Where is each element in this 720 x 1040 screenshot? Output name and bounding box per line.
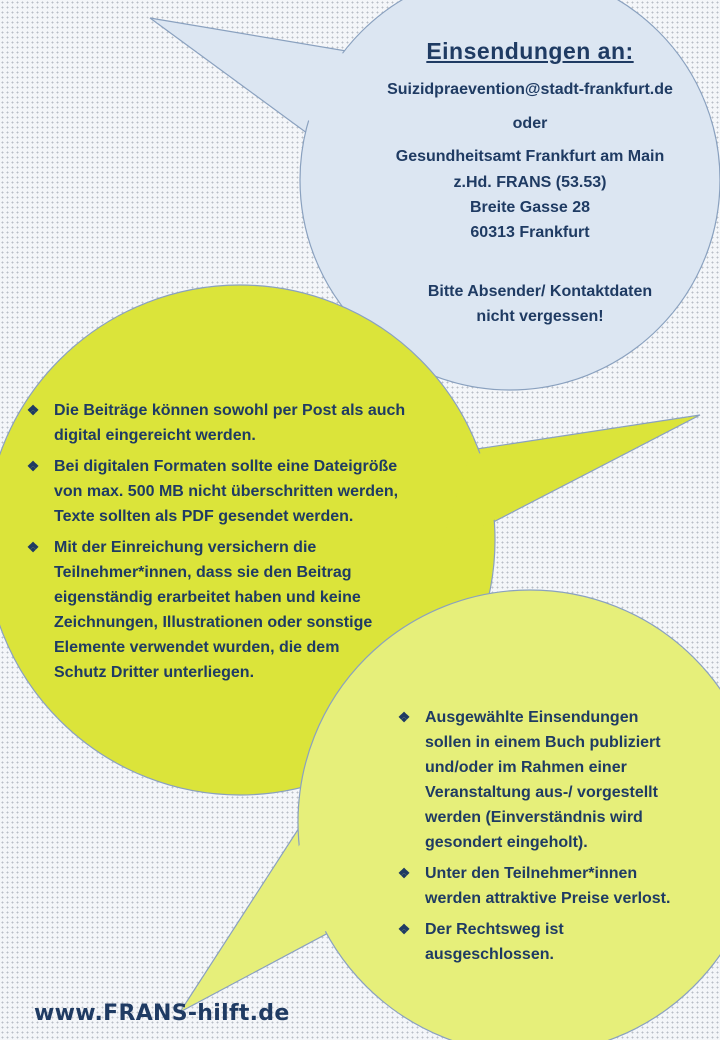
diamond-bullet-icon: ❖ xyxy=(397,921,411,937)
contact-title: Einsendungen an: xyxy=(426,38,634,64)
selection-item: ❖ Der Rechtsweg ist ausgeschlossen. xyxy=(395,917,705,967)
contact-attn: z.Hd. FRANS (53.53) xyxy=(453,174,607,191)
website-link[interactable]: www.FRANS-hilft.de xyxy=(34,1001,290,1026)
contact-reminder-line2: nicht vergessen! xyxy=(476,308,604,325)
diamond-bullet-icon: ❖ xyxy=(26,539,40,555)
contact-city: 60313 Frankfurt xyxy=(470,224,590,241)
contact-email: Suizidpraevention@stadt-frankfurt.de xyxy=(387,81,673,98)
selection-item: ❖ Unter den Teilnehmer*innen werden attraktive Preise verlost. xyxy=(395,861,705,911)
rules-list xyxy=(24,398,444,691)
diamond-bullet-icon: ❖ xyxy=(397,709,411,725)
contact-or: oder xyxy=(512,115,548,132)
diamond-bullet-icon: ❖ xyxy=(397,865,411,881)
selection-item: ❖ Ausgewählte Einsendungen sollen in einem Buch publiziert und/oder im Rahmen einer Veranstaltung aus-/ vorgestellt werden (Einverständnis wird gesondert eingeholt). xyxy=(395,705,705,855)
diamond-bullet-icon: ❖ xyxy=(26,458,40,474)
rules-item: ❖ Bei digitalen Formaten sollte eine Dateigröße von max. 500 MB nicht überschritten werden, Texte sollten als PDF gesendet werden. xyxy=(24,454,444,529)
contact-reminder-line1: Bitte Absender/ Kontaktdaten xyxy=(427,283,653,300)
selection-list xyxy=(395,705,705,973)
contact-street: Breite Gasse 28 xyxy=(469,199,591,216)
diamond-bullet-icon: ❖ xyxy=(26,402,40,418)
contact-org: Gesundheitsamt Frankfurt am Main xyxy=(395,148,665,165)
rules-item: ❖ Die Beiträge können sowohl per Post als auch digital eingereicht werden. xyxy=(24,398,444,448)
rules-item: ❖ Mit der Einreichung versichern die Teilnehmer*innen, dass sie den Beitrag eigenständig erarbeitet haben und keine Zeichnungen, Illustrationen oder sonstige Elemente verwendet wurden, die dem Schutz Dritter unterliegen. xyxy=(24,535,444,685)
